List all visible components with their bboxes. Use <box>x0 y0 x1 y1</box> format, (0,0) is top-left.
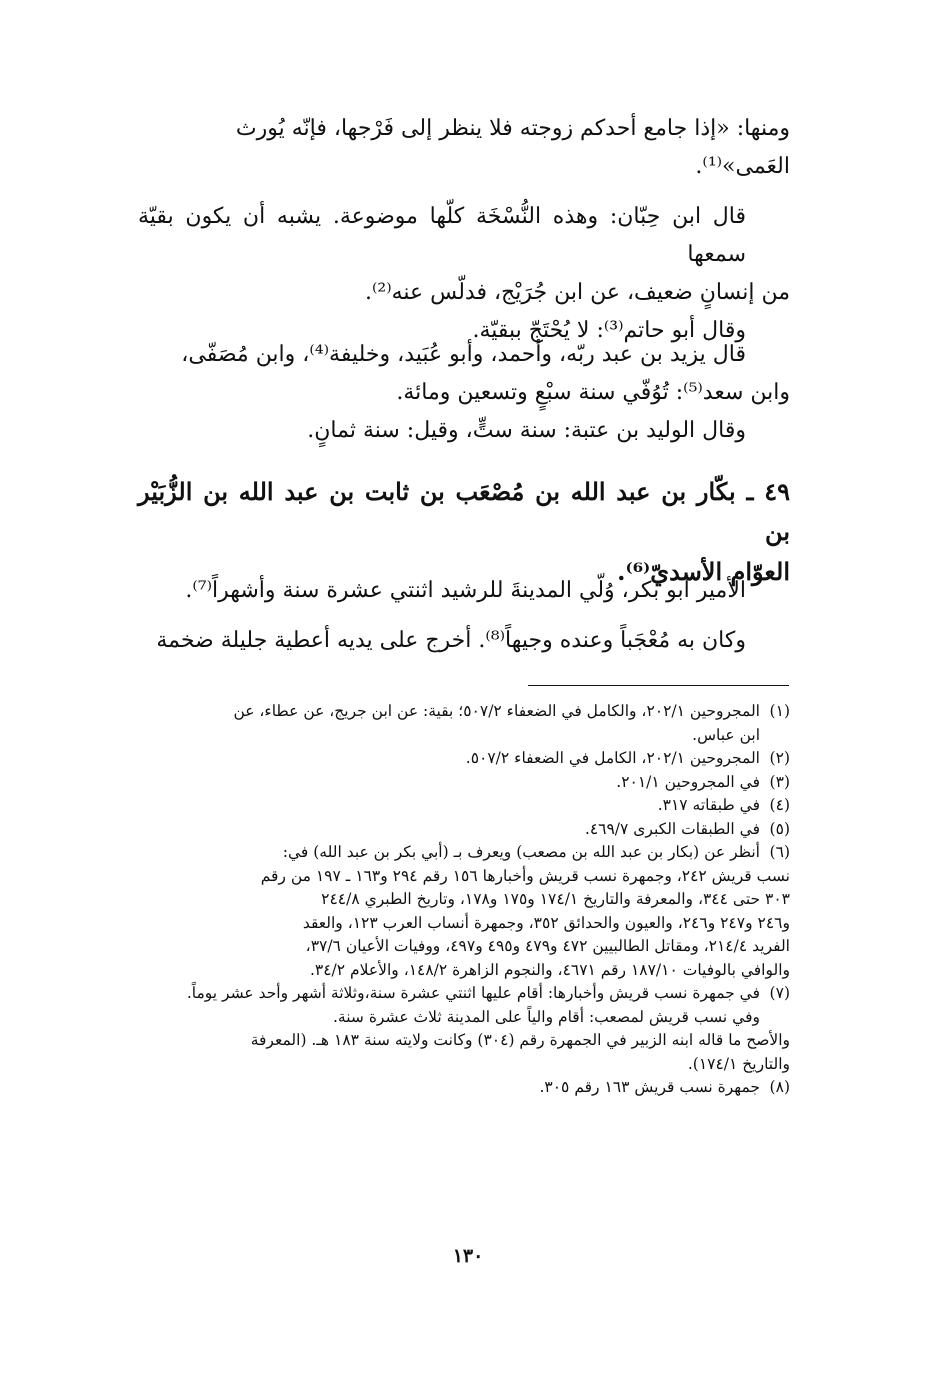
footnote-number: (٥) <box>769 819 790 838</box>
page-number: ١٣٠ <box>452 1245 484 1267</box>
text-line: وكان به مُعْجَباً وعنده وجيهاً⁽⁸⁾. أخرج على يديه أعطية جليلة ضخمة <box>156 628 746 653</box>
main-text <box>138 336 790 450</box>
footnote-number: (٣) <box>769 772 790 791</box>
footnote <box>130 700 790 747</box>
footnote-line: وفي نسب قريش لمصعب: أقام والياً على المدينة ثلاث عشرة سنة. <box>332 1007 760 1026</box>
footnote <box>130 841 790 865</box>
footnote-number: (٧) <box>769 984 790 1002</box>
text-line: العوّام الأسديّ⁽⁶⁾. <box>617 557 790 586</box>
footnote-divider <box>528 685 789 686</box>
footnote-number: (٨) <box>769 1078 790 1096</box>
footnote-continuation <box>130 865 790 983</box>
footnote-line: جمهرة نسب قريش ١٦٣ رقم ٣٠٥. <box>539 1078 760 1096</box>
footnote <box>130 747 790 771</box>
footnote-line: في جمهرة نسب قريش وأخبارها: أقام عليها اثنتي عشرة سنة،وثلاثة أشهر وأحد عشر يوماً. <box>186 984 760 1002</box>
footnote-line: نسب قريش ٢٤٢، وجمهرة نسب قريش وأخبارها ١٥٦ رقم ٢٩٤ و١٦٣ ـ ١٩٧ من رقم <box>260 866 790 885</box>
footnote <box>130 771 790 795</box>
footnote <box>130 982 790 1029</box>
main-text <box>138 198 790 350</box>
footnote <box>130 794 790 818</box>
text-line: العَمى»⁽¹⁾. <box>695 154 790 179</box>
footnote-number: (٦) <box>769 843 790 861</box>
footnote-number: (١) <box>769 702 790 720</box>
text-line: ٤٩ ـ بكّار بن عبد الله بن مُصْعَب بن ثابت بن عبد الله بن الزُّبَيْر بن <box>138 477 790 546</box>
text-line: وابن سعد⁽⁵⁾: تُوُفّي سنة سبْعٍ وتسعين ومائة. <box>396 380 790 405</box>
footnote-line: ٣٠٣ حتى ٣٤٤، والمعرفة والتاريخ ١٧٤/١ و١٧٥ و١٧٨، وتاريخ الطبري ٢٤٤/٨ <box>321 890 790 908</box>
text-line: قال ابن حِبّان: وهذه النُّسْخَة كلّها موضوعة. يشبه أن يكون بقيّة سمعها <box>138 204 746 267</box>
footnotes <box>130 700 790 1100</box>
footnote-line: في الطبقات الكبرى ٤٦٩/٧. <box>584 819 760 838</box>
footnote-line: والأصح ما قاله ابنه الزبير في الجمهرة رقم (٣٠٤) وكانت ولايته سنة ١٨٣ هـ. (المعرفة <box>250 1031 790 1049</box>
footnote <box>130 818 790 842</box>
text-line: ومنها: «إذا جامع أحدكم زوجته فلا ينظر إلى فَرْجها، فإنّه يُورث <box>235 116 790 141</box>
footnote-continuation <box>130 1029 790 1076</box>
footnote-line: و٢٤٦ و٢٤٧ و٢٤٦، والعيون والحدائق ٣٥٢، وجمهرة أنساب العرب ١٢٣، والعقد <box>302 913 790 932</box>
footnote-line: في المجروحين ٢٠١/١. <box>616 772 760 791</box>
text-line: الأمير أبو بكر، وُلّي المدينةَ للرشيد اثنتي عشرة سنة وأشهراً⁽⁷⁾. <box>185 578 746 603</box>
text-line: قال يزيد بن عبد ربّه، وأحمد، وأبو عُبَيد، وخليفة⁽⁴⁾، وابن مُصَفّى، <box>181 342 746 367</box>
footnote-line: والوافي بالوفيات ١٨٧/١٠ رقم ٤٦٧١، والنجوم الزاهرة ١٤٨/٢، والأعلام ٣٤/٢. <box>309 960 790 979</box>
footnote-line: المجروحين ٢٠٢/١، الكامل في الضعفاء ٥٠٧/٢. <box>465 749 760 767</box>
text-line: وقال أبو حاتم⁽³⁾: لا يُحْتَجّ ببقيّة. <box>472 318 746 343</box>
text-line: من إنسانٍ ضعيف، عن ابن جُرَيْج، فدلّس عنه⁽²⁾. <box>364 280 790 305</box>
main-text <box>138 622 790 660</box>
main-text <box>138 110 790 186</box>
main-text <box>138 572 790 610</box>
footnote-line: والتاريخ ١٧٤/١). <box>687 1054 790 1073</box>
footnote-line: المجروحين ٢٠٢/١، والكامل في الضعفاء ٥٠٧/٢؛ بقية: عن ابن جريج، عن عطاء، عن <box>233 702 760 720</box>
footnote-line: الفريد ٢١٤/٤، ومقاتل الطالبيين ٤٧٢ و٤٧٩ و٤٩٥ و٤٩٧، ووفيات الأعيان ٣٧/٦، <box>305 937 790 955</box>
text-line: وقال الوليد بن عتبة: سنة ستٍّ، وقيل: سنة ثمانٍ. <box>307 418 746 443</box>
footnote-number: (٤) <box>769 796 790 814</box>
footnote-number: (٢) <box>769 749 790 767</box>
footnote <box>130 1076 790 1100</box>
footnote-line: في طبقاته ٣١٧. <box>657 796 760 814</box>
footnote-line: ابن عباس. <box>692 725 760 744</box>
footnote-line: أنظر عن (بكار بن عبد الله بن مصعب) ويعرف بـ (أبي بكر بن عبد الله) في: <box>282 843 760 861</box>
